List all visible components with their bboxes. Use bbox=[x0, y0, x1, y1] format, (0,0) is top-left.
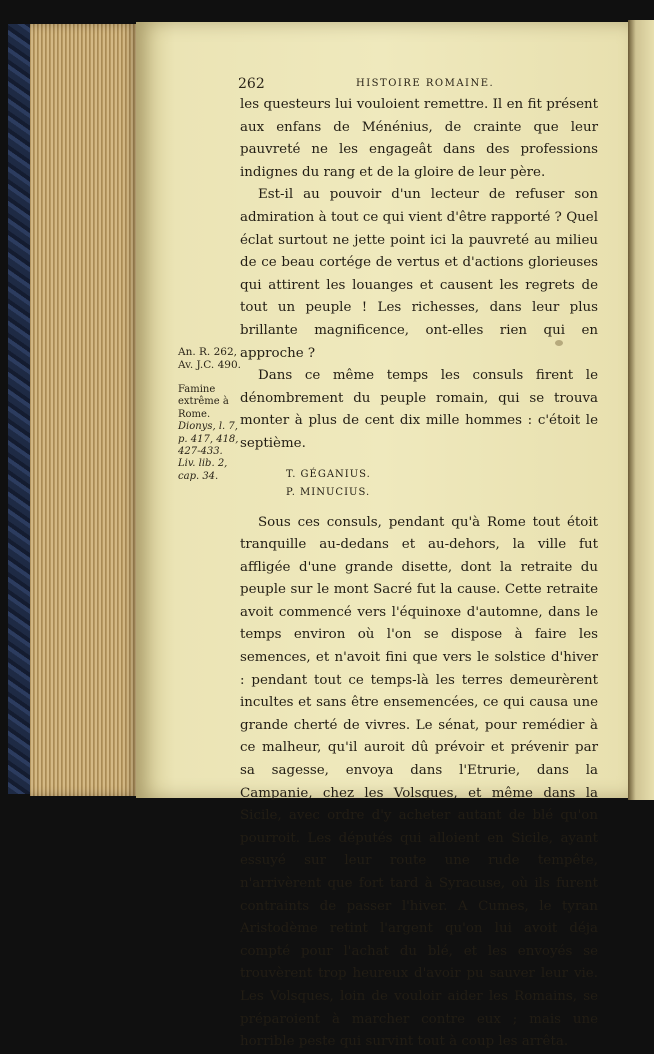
page-edges bbox=[30, 24, 138, 796]
paragraph-4: Sous ces consuls, pendant qu'à Rome tout étoit tranquille au-dedans et au-dehors, la ville fut affligée d'une grande disette, dont la retraite du peuple sur le mont Sacré fut la cause. Cette retraite avoit commencé vers l'équinoxe d'automne, dans le temps environ où l'on se dispose à faire les semences, et n'avoit fini que vers le solstice d'hiver : pendant tout ce temps-là les terres demeurèrent incultes et sans être ensemencées, ce qui causa une grande cherté de vivres. Le sénat, pour remédier à ce malheur, qu'il auroit dû prévoir et prévenir par sa sagesse, envoya dans l'Etrurie, dans la Campanie, chez les Volsques, et même dans la Sicile, avec ordre d'y acheter autant de blé qu'on pourroit. Les députés qui alloient en Sicile, ayant essuyé sur leur route une rude tempête, n'arrivèrent que fort tard à Syracuse, où ils furent contraints de passer l'hiver. A Cumes, le tyran Aristodème retint l'argent qu'on lui avoit déja compté pour l'achat du blé, et les envoyés se trouvèrent trop heureux d'avoir pu sauver leur vie. Les Volsques, loin de vouloir aider les Romains, se préparoient à marcher contre eux ; mais une horrible peste qui survint tout à coup les arrêta. bbox=[240, 514, 598, 1050]
margin-year-rome: An. R. 262, bbox=[178, 346, 237, 358]
page-number: 262 bbox=[238, 76, 265, 92]
paragraph-1: les questeurs lui vouloient remettre. Il en fit présent aux enfans de Ménénius, de crainte que leur pauvreté ne les engageât dans des professions indignes du rang et de la gloire de leur père. bbox=[240, 97, 598, 180]
consul-geganius: T. GÉGANIUS. bbox=[286, 468, 371, 480]
margin-note-title: Famine extrême à Rome. bbox=[178, 384, 229, 420]
paragraph-2: Est-il au pouvoir d'un lecteur de refuser son admiration à tout ce qui vient d'être rapporté ? Quel éclat surtout ne jette point ici la pauvreté au milieu de ce beau cortége de vertus et d'actions glorieuses qui attirent les louanges et causent les regrets de tout un peuple ! Les richesses, dans leur plus brillante magnificence, ont-elles rien qui en approche ? bbox=[240, 187, 598, 361]
page-header bbox=[238, 76, 598, 96]
paragraph-3: Dans ce même temps les consuls firent le dénombrement du peuple romain, qui se trouva monter à plus de cent dix mille hommes : c'étoit le septième. bbox=[240, 368, 598, 451]
margin-year-bc: Av. J.C. 490. bbox=[178, 359, 241, 371]
body-text bbox=[240, 94, 598, 1054]
margin-note bbox=[178, 384, 242, 483]
next-page-edge bbox=[628, 20, 654, 800]
margin-ref-livy: Liv. lib. 2, cap. 34. bbox=[178, 458, 228, 482]
consul-list bbox=[240, 466, 598, 502]
running-title: HISTOIRE ROMAINE. bbox=[356, 78, 495, 89]
consul-minucius: P. MINUCIUS. bbox=[286, 486, 371, 498]
margin-year bbox=[178, 346, 242, 372]
margin-ref-dionys: Dionys, l. 7, p. 417, 418, 427-433. bbox=[178, 421, 239, 458]
